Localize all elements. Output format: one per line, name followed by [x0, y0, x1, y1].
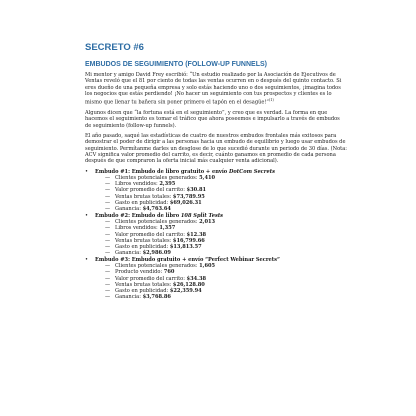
- paragraph-statistics: El año pasado, saqué las estadísticas de cuatro de nuestros embudos frontales más exitosos para demostrar el poder de dirigir a las personas hacia un embudo de equilibrio y luego usar embudos de seguimiento. Permítanme darles un desglose de lo que sucedió durante un periodo de 30 días. (Nota: ACV significa valor promedio del carrito, es decir, cuánto ganamos en promedio de cada persona después de que compraron la oferta inicial más cualquier venta adicional).: [85, 133, 347, 165]
- dash-marker: —: [105, 231, 111, 238]
- funnel-item: [85, 213, 347, 257]
- footnote-marker: (1): [269, 98, 274, 103]
- stat-value: $22,359.94: [169, 288, 202, 295]
- stat-row: [85, 294, 347, 300]
- stat-value: $30.81: [186, 187, 207, 194]
- stat-label: Valor promedio del carrito:: [115, 187, 187, 194]
- funnel-title: [95, 169, 275, 175]
- funnel-title-italic: 108 Split Tests: [180, 212, 224, 219]
- funnel-list: [85, 169, 347, 301]
- stat-label: Valor promedio del carrito:: [115, 275, 187, 282]
- stat-value: 1,605: [199, 263, 216, 269]
- stat-value: $2,986.09: [142, 250, 171, 257]
- stat-label: Ventas brutas totales:: [115, 237, 173, 244]
- stat-label: Clientes potenciales generados:: [115, 174, 200, 181]
- stat-value: 2,013: [199, 218, 216, 225]
- stat-value: 760: [163, 269, 175, 276]
- stat-value: 5,410: [199, 174, 216, 181]
- stat-value: $3,768.86: [142, 294, 171, 301]
- stat-label: Ganancia:: [115, 294, 143, 301]
- stat-label: Ganancia:: [115, 206, 143, 213]
- stat-label: Producto vendido:: [115, 269, 164, 276]
- stat-label: Valor promedio del carrito:: [115, 231, 187, 238]
- funnel-stats: [85, 263, 347, 301]
- dash-marker: —: [105, 281, 111, 288]
- stat-label: Libros vendidos:: [115, 225, 160, 232]
- dash-marker: —: [105, 174, 111, 181]
- page-content: [85, 42, 347, 301]
- funnel-title-text: Embudo #2: Embudo de libro: [95, 212, 181, 219]
- stat-label: Ventas brutas totales:: [115, 281, 173, 288]
- stat-label: Gasto en publicidad:: [115, 288, 170, 295]
- stat-label: Gasto en publicidad:: [115, 244, 170, 251]
- funnel-stats: [85, 219, 347, 257]
- paragraph-quote: [85, 72, 347, 106]
- funnel-item: [85, 169, 347, 213]
- funnel-item: [85, 257, 347, 301]
- funnel-title-text: Embudo #3: Embudo gratuito + envío “Perfect Webinar Secrets”: [95, 256, 280, 263]
- dash-marker: —: [105, 225, 111, 232]
- dash-marker: —: [105, 244, 111, 251]
- dash-marker: —: [105, 275, 111, 282]
- dash-marker: —: [105, 237, 111, 244]
- dash-marker: —: [105, 288, 111, 295]
- dash-marker: —: [105, 269, 111, 276]
- funnel-title: [95, 213, 223, 219]
- bullet-marker: •: [85, 168, 89, 175]
- paragraph-fortune: Algunos dicen que “la fortuna está en el seguimiento”, y creo que es verdad. La forma en que hacemos el seguimiento es tomar el tráfico que ahora poseemos e impulsarlo a través de embudos de seguimiento (follow-up funnels).: [85, 110, 340, 129]
- funnel-title: [95, 257, 280, 263]
- dash-marker: —: [105, 294, 111, 301]
- stat-label: Clientes potenciales generados:: [115, 218, 200, 225]
- bullet-marker: •: [85, 212, 89, 219]
- stat-value: $26,128.80: [172, 281, 205, 288]
- stat-value: $34.38: [186, 275, 207, 282]
- stat-value: $13,813.57: [169, 244, 202, 251]
- stat-value: $16,799.66: [172, 237, 205, 244]
- funnel-title-italic: DotCom Secrets: [228, 168, 275, 175]
- dash-marker: —: [105, 187, 111, 194]
- stat-value: $69,026.31: [169, 200, 202, 207]
- section-subtitle: EMBUDOS DE SEGUIMIENTO (FOLLOW-UP FUNNELS): [85, 61, 267, 68]
- bullet-marker: •: [85, 256, 89, 263]
- stat-label: Clientes potenciales generados:: [115, 263, 200, 269]
- paragraph-quote-text: Mi mentor y amigo David Frey escribió: “Un estudio realizado por la Asociación de Ejecutivos de Ventas reveló que el 81 por ciento de todas las ventas ocurren en o después del quinto contacto. Si eres dueño de una pequeña empresa y solo estás haciendo uno o dos seguimientos, ¡imagina todos los negocios que estás perdiendo! ¡No hacer un seguimiento con tus prospectos y clientes es lo mismo que llenar tu bañera sin poner primero el tapón en el desagüe!”: [85, 72, 342, 106]
- dash-marker: —: [105, 263, 111, 269]
- dash-marker: —: [105, 250, 111, 257]
- dash-marker: —: [105, 206, 111, 213]
- section-title: SECRETO #6: [85, 42, 144, 53]
- dash-marker: —: [105, 193, 111, 200]
- dash-marker: —: [105, 218, 111, 225]
- dash-marker: —: [105, 181, 111, 188]
- stat-label: Gasto en publicidad:: [115, 200, 170, 207]
- stat-value: 1,357: [159, 225, 176, 232]
- stat-label: Ventas brutas totales:: [115, 193, 173, 200]
- stat-label: Ganancia:: [115, 250, 143, 257]
- funnel-title-text: Embudo #1: Embudo de libro gratuito + envío: [95, 168, 229, 175]
- stat-value: $4,763.64: [142, 206, 171, 213]
- stat-label: Libros vendidos:: [115, 181, 160, 188]
- stat-value: $73,789.95: [172, 193, 205, 200]
- dash-marker: —: [105, 200, 111, 207]
- stat-value: 2,395: [159, 181, 176, 188]
- stat-value: $12.38: [186, 231, 207, 238]
- funnel-stats: [85, 175, 347, 213]
